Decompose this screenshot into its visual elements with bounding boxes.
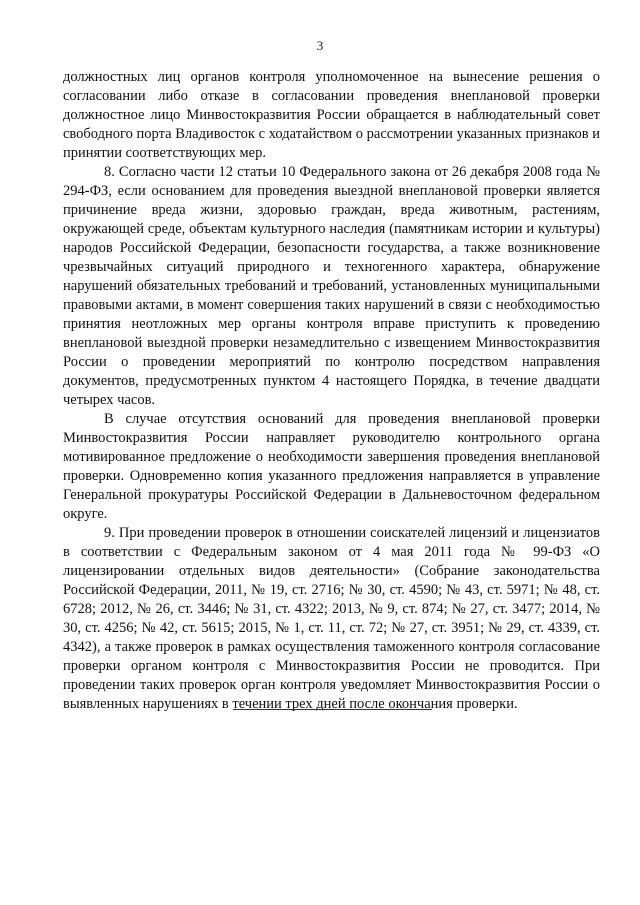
paragraph-item-9: 9. При проведении проверок в отношении соискателей лицензий и лицензиатов в соответствии с Федеральным законом от 4 мая 2011 года № 99-ФЗ «О лицензировании отдельных видов деятельности» (Собрание законодательства Российской Федерации, 2011, № 19, ст. 2716; № 30, ст. 4590; № 43, ст. 5971; № 48, ст. 6728; 2012, № 26, ст. 3446; № 31, ст. 4322; 2013, № 9, ст. 874; № 27, ст. 3477; 2014, № 30, ст. 4256; № 42, ст. 5615; 2015, № 1, ст. 11, ст. 72; № 27, ст. 3951; № 29, ст. 4339, ст. 4342), а также проверок в рамках осуществления таможенного контроля согласование проверки органом контроля с Минвостокразвития России не проводится. При проведении таких проверок орган контроля уведомляет Минвостокразвития России о выявленных нарушениях в течении трех дней после окончания проверки. xyxy=(63,525,600,712)
end-divider xyxy=(233,709,432,710)
paragraph-continuation: должностных лиц органов контроля уполномоченное на вынесение решения о согласовании либо отказе в согласовании проведения внеплановой проверки должностное лицо Минвостокразвития России обращается в наблюдательный совет свободного порта Владивосток с ходатайством о рассмотрении указанных признаков и принятии соответствующих мер. xyxy=(63,69,600,161)
page-number: 3 xyxy=(316,38,324,53)
paragraph-item-8: 8. Согласно части 12 статьи 10 Федерального закона от 26 декабря 2008 года № 294-ФЗ, если основанием для проведения выездной внеплановой проверки является причинение вреда жизни, здоровью граждан, вреда животным, растениям, окружающей среде, объектам культурного наследия (памятникам истории и культуры) народов Российской Федерации, безопасности государства, а также возникновение чрезвычайных ситуаций природного и техногенного характера, обнаружение нарушений обязательных требований и требований, установленных муниципальными правовыми актами, в момент совершения таких нарушений в связи с необходимостью принятия неотложных мер органы контроля вправе приступить к проведению внеплановой выездной проверки незамедлительно с извещением Минвостокразвития России о проведении мероприятий по контролю посредством направления документов, предусмотренных пунктом 4 настоящего Порядка, в течение двадцати четырех часов. xyxy=(63,164,600,408)
paragraph-no-grounds: В случае отсутствия оснований для проведения внеплановой проверки Минвостокразвития России направляет руководителю контрольного органа мотивированное предложение о необходимости завершения проведения внеплановой проверки. Одновременно копия указанного предложения направляется в управление Генеральной прокуратуры Российской Федерации в Дальневосточном федеральном округе. xyxy=(63,411,600,522)
document-body xyxy=(63,68,600,714)
